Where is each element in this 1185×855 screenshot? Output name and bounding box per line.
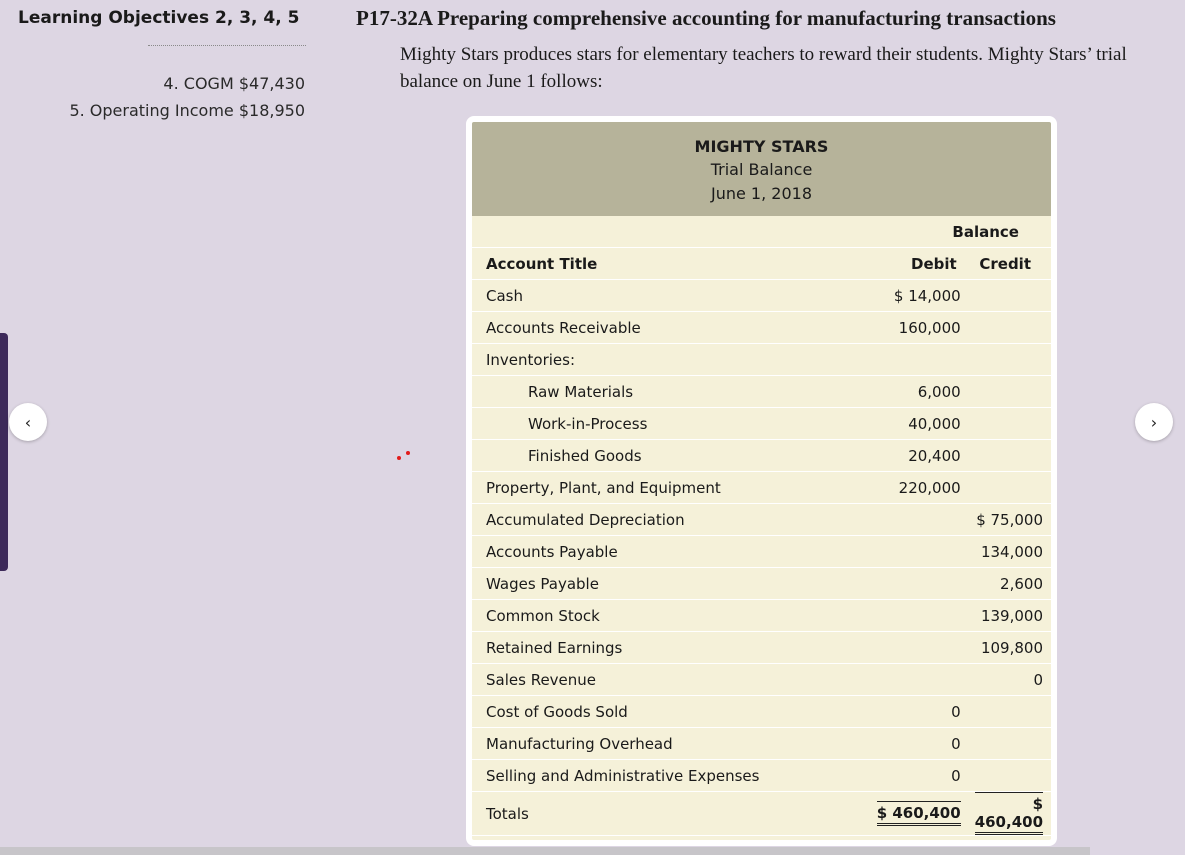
problem-text: Mighty Stars produces stars for elementary teachers to reward their students. Mighty Stars’ trial balance on June 1 follows:: [400, 44, 1127, 92]
chevron-right-icon: ›: [1150, 412, 1158, 432]
totals-label: Totals: [472, 792, 840, 836]
divider: [148, 45, 306, 46]
statement-name: Trial Balance: [710, 160, 813, 179]
trial-balance-card: [466, 116, 1057, 846]
credit-amount: [975, 280, 1051, 312]
table-row: [472, 632, 1051, 664]
total-credit: $ 460,400: [975, 792, 1043, 835]
table-row: [472, 408, 1051, 440]
account-title: Accounts Receivable: [472, 312, 840, 344]
account-title: Retained Earnings: [472, 632, 840, 664]
debit-amount: 160,000: [840, 312, 974, 344]
table-row: [472, 664, 1051, 696]
credit-amount: [975, 408, 1051, 440]
total-debit: $ 460,400: [877, 801, 961, 826]
debit-amount: 6,000: [840, 376, 974, 408]
credit-amount: [975, 344, 1051, 376]
balance-header-row: [472, 216, 1051, 248]
account-title: Common Stock: [472, 600, 840, 632]
credit-amount: 2,600: [975, 568, 1051, 600]
debit-amount: [840, 344, 974, 376]
dot-left: [397, 456, 401, 460]
table-row: [472, 696, 1051, 728]
table-row: [472, 472, 1051, 504]
credit-amount: [975, 376, 1051, 408]
table-row: [472, 440, 1051, 472]
chevron-left-icon: ‹: [24, 412, 32, 432]
debit-amount: [840, 536, 974, 568]
balance-header: Balance: [840, 216, 1051, 248]
header-credit: Credit: [975, 248, 1051, 280]
table-row: [472, 728, 1051, 760]
company-name: MIGHTY STARS: [694, 137, 829, 156]
dot-right: [406, 451, 410, 455]
debit-amount: 0: [840, 760, 974, 792]
credit-amount: [975, 440, 1051, 472]
debit-amount: [840, 664, 974, 696]
trial-balance-header: [472, 122, 1051, 216]
table-row: [472, 344, 1051, 376]
table-row: [472, 376, 1051, 408]
account-title: Property, Plant, and Equipment: [472, 472, 840, 504]
debit-amount: [840, 600, 974, 632]
debit-amount: [840, 632, 974, 664]
debit-amount: 40,000: [840, 408, 974, 440]
credit-amount: [975, 728, 1051, 760]
horizontal-scrollbar[interactable]: [0, 847, 1090, 855]
totals-row: [472, 792, 1051, 836]
debit-amount: 20,400: [840, 440, 974, 472]
table-row: [472, 280, 1051, 312]
debit-amount: 0: [840, 696, 974, 728]
answer-cogm: 4. COGM $47,430: [163, 74, 305, 93]
statement-date: June 1, 2018: [711, 184, 812, 203]
account-title: Finished Goods: [472, 440, 840, 472]
debit-amount: [840, 504, 974, 536]
answer-operating-income: 5. Operating Income $18,950: [69, 101, 305, 120]
debit-amount: 220,000: [840, 472, 974, 504]
table-row: [472, 600, 1051, 632]
account-title: Raw Materials: [472, 376, 840, 408]
prev-page-button[interactable]: [9, 403, 47, 441]
side-panel-tab[interactable]: [0, 333, 8, 571]
credit-amount: [975, 312, 1051, 344]
header-account-title: Account Title: [472, 248, 840, 280]
credit-amount: [975, 696, 1051, 728]
account-title: Cost of Goods Sold: [472, 696, 840, 728]
account-title: Sales Revenue: [472, 664, 840, 696]
account-title: Work-in-Process: [472, 408, 840, 440]
table-row: [472, 536, 1051, 568]
credit-amount: [975, 472, 1051, 504]
credit-amount: 134,000: [975, 536, 1051, 568]
account-title: Manufacturing Overhead: [472, 728, 840, 760]
account-title: Cash: [472, 280, 840, 312]
credit-amount: 109,800: [975, 632, 1051, 664]
credit-amount: $ 75,000: [975, 504, 1051, 536]
account-title: Wages Payable: [472, 568, 840, 600]
header-debit: Debit: [840, 248, 974, 280]
annotation-dots: [396, 449, 414, 461]
credit-amount: 139,000: [975, 600, 1051, 632]
table-row: [472, 568, 1051, 600]
trial-balance-table: [472, 216, 1051, 836]
account-title: Accounts Payable: [472, 536, 840, 568]
debit-amount: 0: [840, 728, 974, 760]
debit-amount: $ 14,000: [840, 280, 974, 312]
account-title: Selling and Administrative Expenses: [472, 760, 840, 792]
next-page-button[interactable]: [1135, 403, 1173, 441]
credit-amount: [975, 760, 1051, 792]
answer-list: [69, 70, 305, 124]
table-row: [472, 312, 1051, 344]
credit-amount: 0: [975, 664, 1051, 696]
table-row: [472, 760, 1051, 792]
debit-amount: [840, 568, 974, 600]
learning-objectives-heading: Learning Objectives 2, 3, 4, 5: [18, 8, 300, 28]
account-title: Inventories:: [472, 344, 840, 376]
table-row: [472, 504, 1051, 536]
account-title: Accumulated Depreciation: [472, 504, 840, 536]
column-header-row: [472, 248, 1051, 280]
problem-title: P17-32A Preparing comprehensive accounting for manufacturing transactions: [356, 6, 1056, 30]
